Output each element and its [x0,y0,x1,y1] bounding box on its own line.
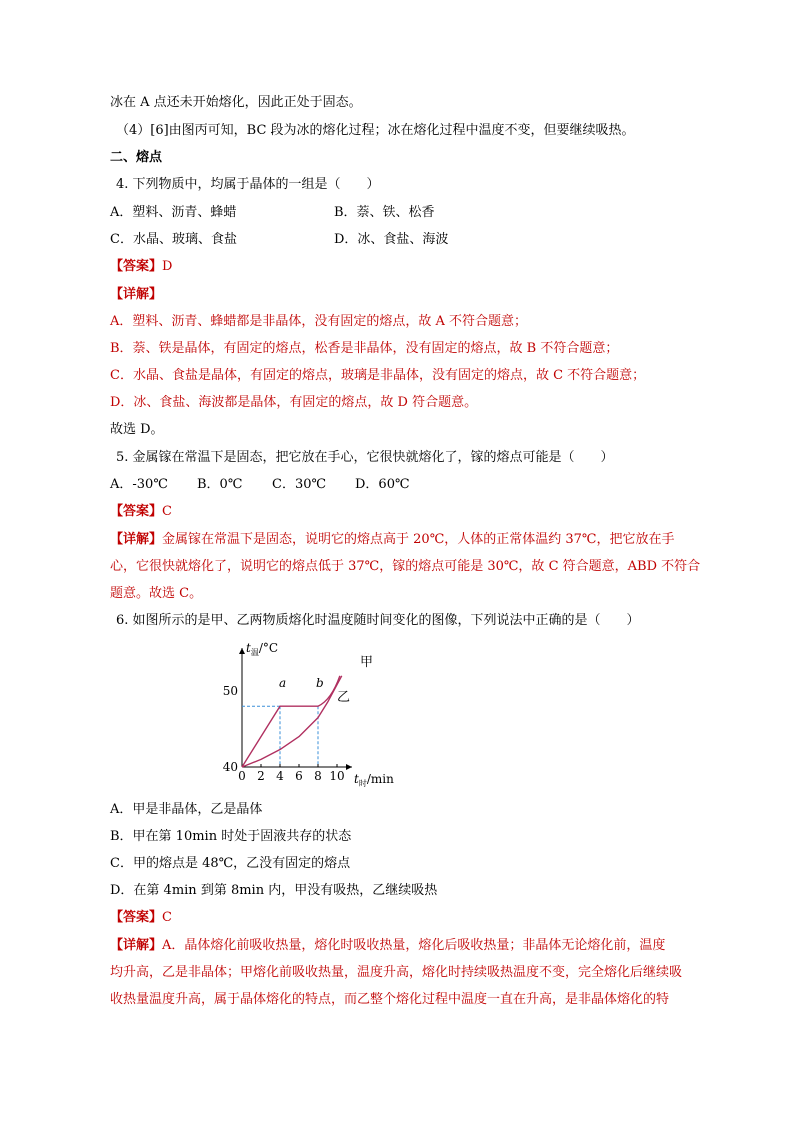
x-tick-label: 2 [257,769,265,783]
answer-value: D [162,259,173,274]
explanation-line [110,530,674,550]
explanation-text: 金属镓在常温下是固态，说明它的熔点高于 20℃，人体的正常体温约 37℃， [162,532,610,547]
option-b: B．0℃ [197,477,243,492]
answer-line [110,257,172,277]
text-line: （4）[6]由图丙可知，BC 段为冰的熔化过程；冰在熔化过程中温度不变，但要继续吸热。 [116,123,635,138]
answer-line [110,502,172,522]
question-5: 5. 金属镓在常温下是固态，把它放在手心，它很快就熔化了，镓的熔点可能是（ ） [116,450,614,465]
option-b: B．甲在第 10min 时处于固液共存的状态 [110,829,352,844]
conclusion-line: 故选 D。 [110,422,164,437]
option-c: C．水晶、玻璃、食盐 [110,232,237,247]
explanation-line: D．冰、食盐、海波都是晶体，有固定的熔点，故 D 符合题意。 [110,395,478,410]
answer-label: 【答案】 [110,504,163,519]
question-6: 6. 如图所示的是甲、乙两物质熔化时温度随时间变化的图像，下列说法中正确的是（ ） [116,613,640,628]
answer-line [110,908,172,928]
explanation-line: 题意。故选 C。 [110,586,203,601]
detail-label: 【详解】 [110,532,163,547]
x-tick-label: 10 [329,769,345,783]
option-d: D．冰、食盐、海波 [334,232,449,247]
option-c: C．甲的熔点是 48℃，乙没有固定的熔点 [110,856,351,871]
y-tick-label: 50 [222,684,238,698]
option-a: A．塑料、沥青、蜂蜡 [110,205,237,220]
option-a: A．甲是非晶体，乙是晶体 [110,802,263,817]
option-d: D．60℃ [355,477,410,492]
detail-label: 【详解】 [110,287,163,302]
explanation-line: 均升高，乙是非晶体；甲熔化前吸收热量，温度升高，熔化时持续吸热温度不变，完全熔化后继续吸 [110,965,683,980]
detail-label: 【详解】 [110,938,163,953]
explanation-line [110,936,665,956]
section-heading: 二、熔点 [110,150,163,165]
answer-label: 【答案】 [110,259,163,274]
x-tick-label: 4 [276,769,284,783]
series-label-jia: 甲 [360,655,374,670]
explanation-text: 把它放在手 [609,532,675,547]
explanation-line: B．萘、铁是晶体，有固定的熔点，松香是非晶体，没有固定的熔点，故 B 不符合题意； [110,341,619,356]
option-d: D．在第 4min 到第 8min 内，甲没有吸热，乙继续吸热 [110,883,438,898]
series-label-yi: 乙 [337,690,351,705]
point-label-b: b [316,676,324,690]
x-tick-label: 8 [314,769,322,783]
option-a: A．-30℃ [110,477,168,492]
text-line: 冰在 A 点还未开始熔化，因此正处于固态。 [110,95,362,110]
explanation-line: C．水晶、食盐是晶体，有固定的熔点，玻璃是非晶体，没有固定的熔点，故 C 不符合题意； [110,368,646,383]
answer-value: C [162,910,172,925]
explanation-line: 收热量温度升高，属于晶体熔化的特点，而乙整个熔化过程中温度一直在升高，是非晶体熔化的特 [110,992,670,1007]
question-4: 4. 下列物质中，均属于晶体的一组是（ ） [116,177,380,192]
explanation-text: A．晶体熔化前吸收热量，熔化时吸收热量，熔化后吸收热量；非晶体无论熔化前，温度 [162,938,666,953]
temperature-time-graph [212,640,402,796]
x-axis-label: $t_时/\min$ [354,772,394,788]
series-line-jia [242,676,340,767]
x-tick-label: 0 [238,769,246,783]
x-tick-label: 6 [295,769,303,783]
answer-label: 【答案】 [110,910,163,925]
option-b: B．萘、铁、松香 [334,205,435,220]
option-c: C．30℃ [272,477,327,492]
series-line-yi [242,676,342,767]
y-tick-label: 40 [222,760,238,774]
y-axis-label: $t_温/^\circ C$ [246,641,279,657]
answer-value: C [162,504,172,519]
point-label-a: a [279,676,287,690]
explanation-line: A．塑料、沥青、蜂蜡都是非晶体，没有固定的熔点，故 A 不符合题意； [110,314,528,329]
explanation-line: 心，它很快就熔化了，说明它的熔点低于 37℃，镓的熔点可能是 30℃，故 C 符合题意，ABD 不符合 [110,559,701,574]
